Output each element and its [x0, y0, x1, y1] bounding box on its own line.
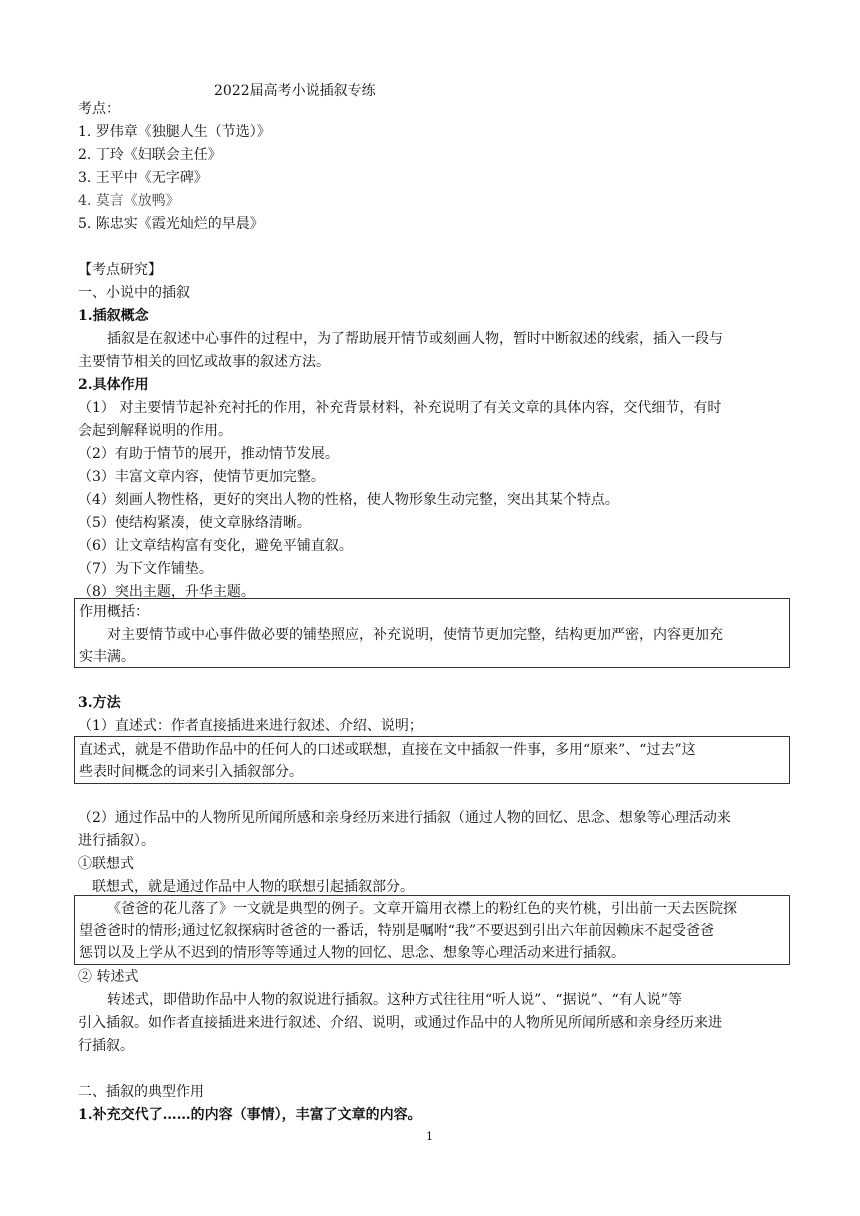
effect-line: （3）丰富文章内容，使情节更加完整。	[78, 469, 325, 485]
example-line: 《爸爸的花儿落了》一文就是典型的例子。文章开篇用衣襟上的粉红色的夹竹桃，引出前一天去医院探	[107, 901, 737, 917]
concept-heading: 1.插叙概念	[78, 308, 149, 324]
summary-box	[74, 598, 790, 668]
method-heading: 3.方法	[78, 695, 121, 711]
effect-line: （6）让文章结构富有变化，避免平铺直叙。	[78, 538, 353, 554]
section-1-heading: 一、小说中的插叙	[78, 285, 190, 301]
assoc-heading: ①联想式	[78, 856, 134, 872]
kaodian-label: 考点：	[78, 101, 120, 117]
transfer-line: 引入插叙。如作者直接插进来进行叙述、介绍、说明，或通过作品中的人物所见所闻所感和亲身经历来进	[78, 1015, 722, 1031]
direct-line: 直述式，就是不借助作品中的任何人的口述或联想，直接在文中插叙一件事，多用“原来”、“过去”这	[79, 742, 696, 758]
example-line: 惩罚以及上学从不迟到的情形等等通过人物的回忆、思念、想象等心理活动来进行插叙。	[79, 945, 625, 961]
kaodian-item: 2. 丁玲《妇联会主任》	[78, 147, 222, 163]
kaodian-item: 4. 莫言《放鸭》	[78, 193, 180, 209]
effect-line: （2）有助于情节的展开，推动情节发展。	[78, 446, 339, 462]
direct-line: 些表时间概念的词来引入插叙部分。	[79, 764, 303, 780]
kaodian-item: 5. 陈忠实《霞光灿烂的早晨》	[78, 216, 264, 232]
transfer-line: 行插叙。	[78, 1038, 134, 1054]
effect-line: （8）突出主题，升华主题。	[78, 584, 255, 600]
effect-line: 会起到解释说明的作用。	[78, 423, 232, 439]
section-2-heading: 二、插叙的典型作用	[78, 1084, 204, 1100]
effect-line: （5）使结构紧凑，使文章脉络清晰。	[78, 515, 311, 531]
concept-line: 插叙是在叙述中心事件的过程中，为了帮助展开情节或刻画人物，暂时中断叙述的线索，插入一段与	[107, 331, 723, 347]
summary-line: 实丰满。	[79, 649, 135, 665]
method-2-line: （2）通过作品中的人物所见所闻所感和亲身经历来进行插叙（通过人物的回忆、思念、想象等心理活动来	[78, 810, 731, 826]
method-1: （1）直述式：作者直接插进来进行叙述、介绍、说明；	[78, 718, 423, 734]
summary-line: 对主要情节或中心事件做必要的铺垫照应，补充说明，使情节更加完整，结构更加严密，内容更加充	[107, 627, 723, 643]
effect-line: （7）为下文作铺垫。	[78, 561, 213, 577]
concept-line: 主要情节相关的回忆或故事的叙述方法。	[78, 354, 330, 370]
method-2-line: 进行插叙）。	[78, 833, 155, 849]
example-line: 望爸爸时的情形;通过忆叙探病时爸爸的一番话，特别是嘱咐“我”不要迟到引出六年前因赖床不起受爸爸	[79, 923, 715, 939]
research-heading: 【考点研究】	[78, 262, 162, 278]
kaodian-item: 1. 罗伟章《独腿人生（节选）》	[78, 124, 271, 140]
example-box	[74, 895, 790, 965]
document-title: 2022届高考小说插叙专练	[214, 83, 376, 99]
transfer-line: 转述式，即借助作品中人物的叙说进行插叙。这种方式往往用“听人说”、“据说”、“有人说”等	[107, 992, 682, 1008]
effect-heading: 2.具体作用	[78, 377, 149, 393]
section-2-item: 1.补充交代了……的内容（事情），丰富了文章的内容。	[78, 1107, 422, 1123]
page-number: 1	[426, 1130, 433, 1143]
transfer-heading: ② 转述式	[78, 969, 139, 985]
summary-label: 作用概括：	[79, 604, 149, 620]
effect-line: （1） 对主要情节起补充衬托的作用，补充背景材料，补充说明了有关文章的具体内容，交代细节，有时	[78, 400, 722, 416]
direct-box	[74, 736, 790, 784]
effect-line: （4）刻画人物性格，更好的突出人物的性格，使人物形象生动完整，突出其某个特点。	[78, 492, 619, 508]
assoc-line: 联想式，就是通过作品中人物的联想引起插叙部分。	[92, 879, 414, 895]
kaodian-item: 3. 王平中《无字碑》	[78, 170, 208, 186]
